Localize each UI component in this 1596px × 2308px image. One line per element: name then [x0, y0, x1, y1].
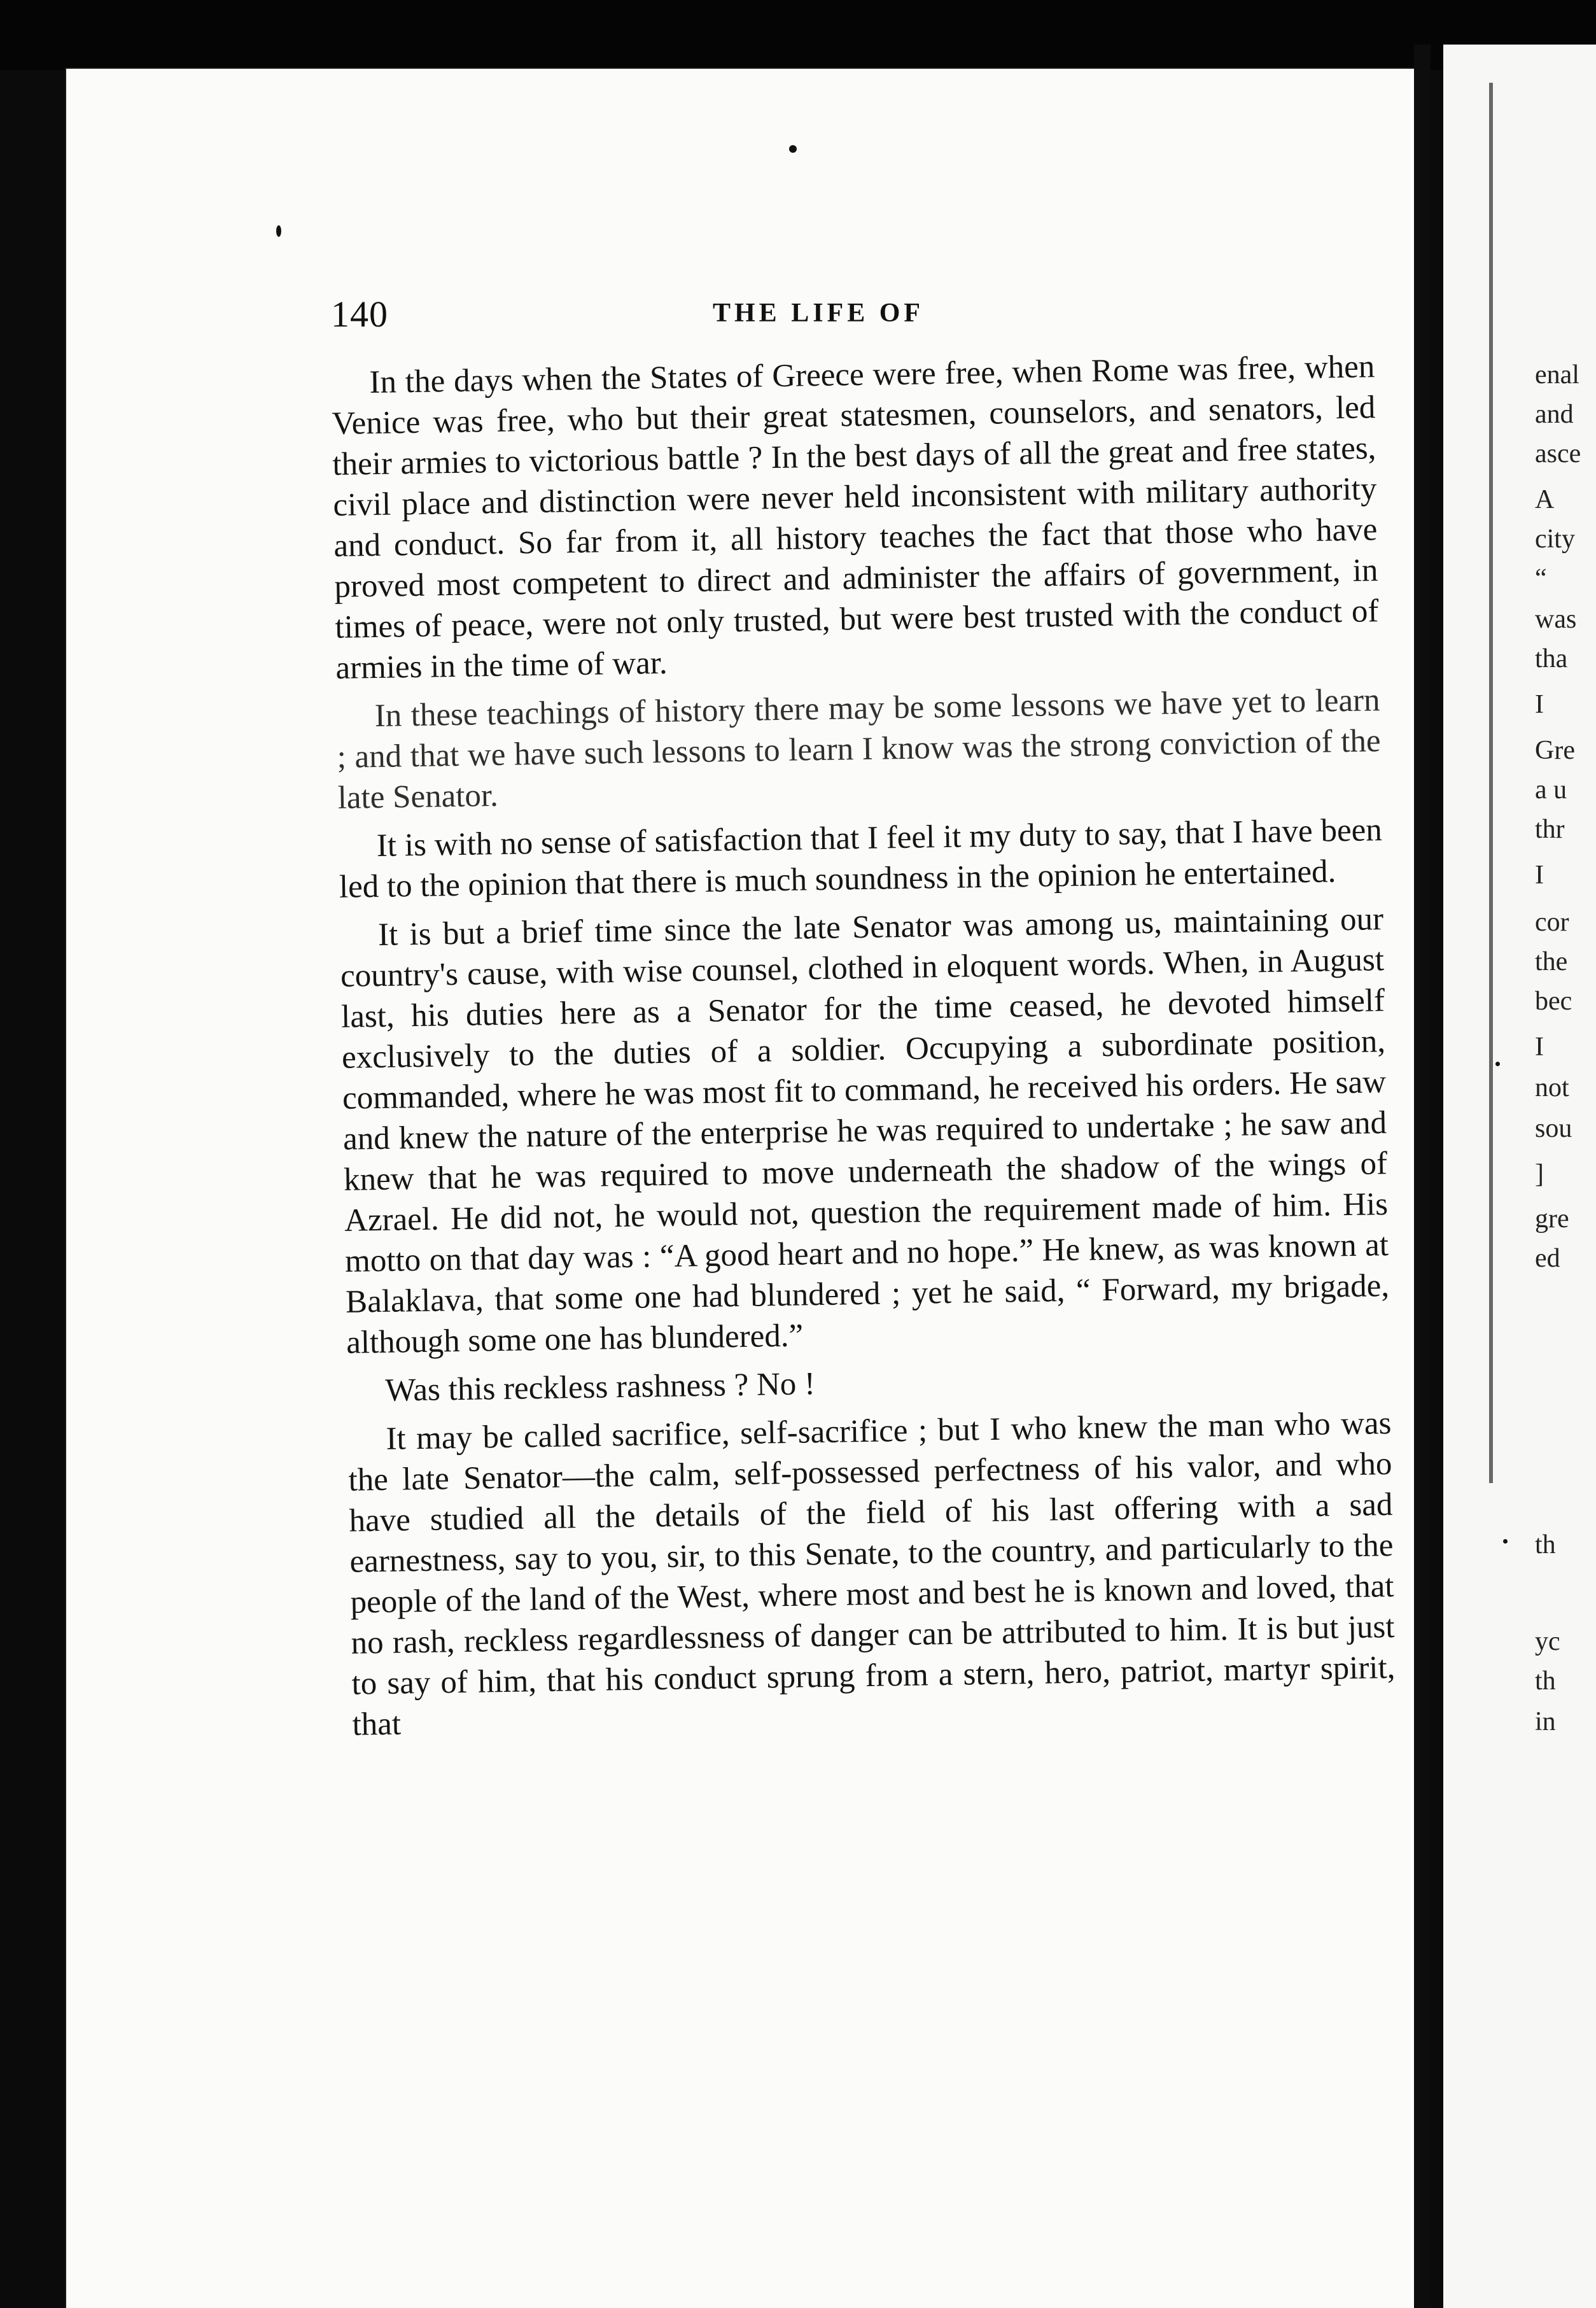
adjacent-fragment: ed	[1535, 1244, 1560, 1273]
running-head: THE LIFE OF	[713, 299, 925, 328]
scan-speck	[276, 225, 281, 237]
adjacent-fragment: not	[1535, 1073, 1569, 1102]
adjacent-fragment: th	[1535, 1666, 1556, 1696]
scan-speck	[1495, 1062, 1500, 1066]
adjacent-page-edge	[1489, 83, 1493, 1483]
adjacent-fragment: I	[1535, 1032, 1544, 1062]
adjacent-fragment: “	[1535, 564, 1547, 593]
body-text	[331, 346, 1396, 1752]
adjacent-fragment: the	[1535, 947, 1568, 976]
adjacent-fragment: asce	[1535, 439, 1581, 468]
adjacent-fragment: gre	[1535, 1204, 1569, 1234]
scan-speck	[1503, 1539, 1508, 1544]
adjacent-fragment: ]	[1535, 1160, 1544, 1189]
adjacent-fragment: tha	[1535, 644, 1568, 673]
adjacent-fragment: in	[1535, 1707, 1556, 1736]
adjacent-fragment: I	[1535, 690, 1544, 719]
adjacent-fragment: sou	[1535, 1114, 1572, 1143]
adjacent-fragment: bec	[1535, 987, 1572, 1016]
adjacent-fragment: a u	[1535, 775, 1567, 805]
adjacent-fragment: city	[1535, 524, 1575, 554]
paragraph: It is with no sense of satisfaction that I feel it my duty to say, that I have been led to the opinion that there is much soundness in the opinion he entertained.	[339, 812, 1383, 905]
page-gutter	[1414, 45, 1431, 2308]
scan-border-top	[0, 0, 1596, 70]
adjacent-fragment: yc	[1535, 1627, 1560, 1656]
scan-speck	[789, 145, 797, 153]
adjacent-fragment: enal	[1535, 360, 1579, 390]
paragraph: In the days when the States of Greece were free, when Rome was free, when Venice was free, who but their great statesmen, counselors, and senators, led their armies to victorious battle ? In the best days of all the great and free states, civil place and distinction were never held inconsistent with military authority and conduct. So far from it, all history teaches the fact that those who have proved most competent to direct and administer the affairs of government, in times of peace, were not only trusted, but were best trusted with the conduct of armies in the time of war.	[332, 349, 1379, 686]
adjacent-fragment: and	[1535, 400, 1574, 429]
adjacent-fragment: A	[1535, 485, 1555, 514]
adjacent-fragment: thr	[1535, 815, 1565, 844]
page-number: 140	[331, 293, 388, 335]
adjacent-fragment: Gre	[1535, 736, 1575, 765]
paragraph: It may be called sacrifice, self-sacrifice ; but I who knew the man who was the late Senator—the calm, self-possessed perfectness of his valor, and who have studied all the details of the field of his last offering with a sad earnestness, say to you, sir, to this Senate, to the country, and particularly to the people of the land of the West, where most and best he is known and loved, that no rash, reckless regardlessness of danger can be attributed to him. It is but just to say of him, that his conduct sprung from a stern, hero, patriot, martyr spirit, that	[348, 1405, 1396, 1743]
paragraph: It is but a brief time since the late Senator was among us, maintaining our country's cause, with wise counsel, clothed in eloquent words. When, in August last, his duties here as a Senator for the time ceased, he devoted himself exclusively to the duties of a soldier. Occupying a subordinate position, commanded, where he was most fit to command, he received his orders. He saw and knew the nature of the enterprise he was required to undertake ; he saw and knew that he was required to move underneath the shadow of the wings of Azrael. He did not, he would not, question the requirement made of him. His motto on that day was : “A good heart and no hope.” He knew, as was known at Balaklava, that some one had blundered ; yet he said, “ Forward, my brigade, although some one has blundered.”	[340, 901, 1390, 1361]
adjacent-fragment: was	[1535, 605, 1577, 634]
paragraph: Was this reckless rashness ? No !	[384, 1366, 816, 1409]
adjacent-fragment: cor	[1535, 908, 1569, 937]
adjacent-fragment: I	[1535, 861, 1544, 890]
adjacent-fragment: th	[1535, 1530, 1556, 1559]
page-header	[331, 293, 1387, 344]
paragraph: In these teachings of history there may be some lessons we have yet to learn ; and that we have such lessons to learn I know was the strong conviction of the late Senator.	[337, 682, 1381, 816]
